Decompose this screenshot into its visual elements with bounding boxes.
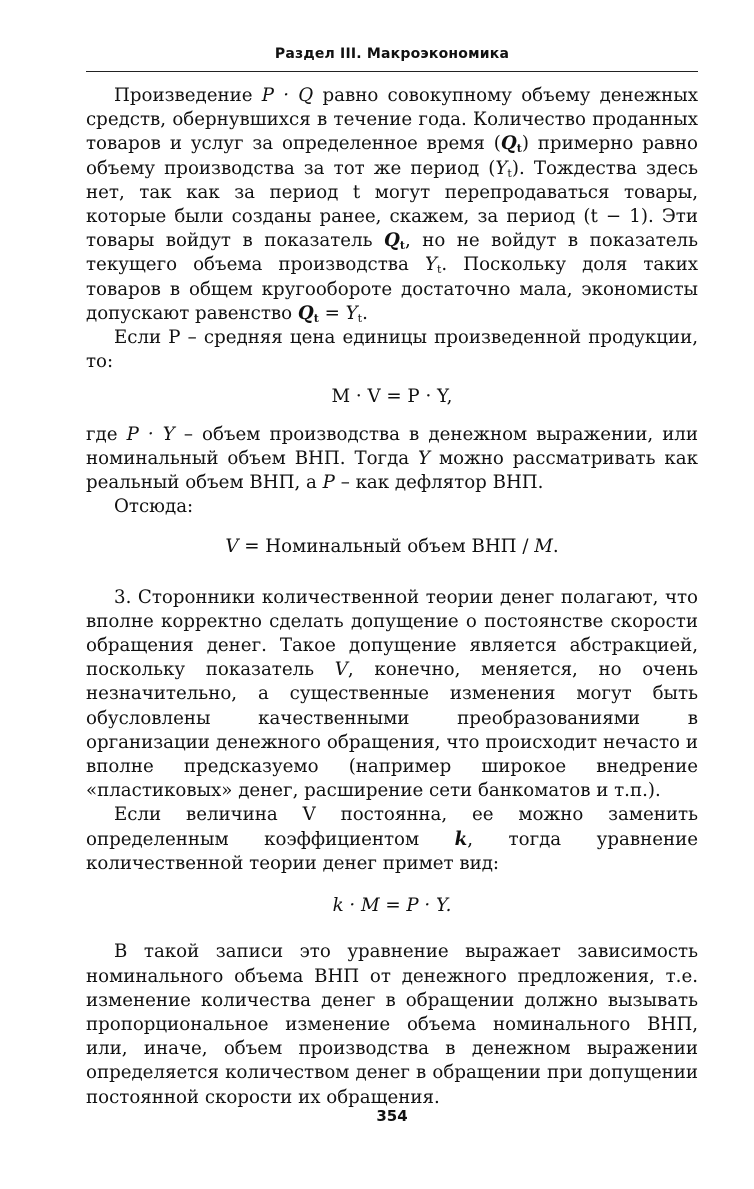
paragraph-py-explanation: где P · Y – объем производства в денежном выражении, или номинальный объем ВНП. Тогда Y можно рассматривать как реальный объем ВНП, а P – как дефлятор ВНП. — [86, 423, 698, 494]
paragraph-pq-explanation: Произведение P · Q равно совокупному объему денежных средств, обернувшихся в течение года. Количество проданных товаров и услуг за определенное время $(Q_t)$ примерно равно объему производства за тот же период $(Y_t)$. Тождества здесь нет, так как за период t могут перепродаваться товары, которые были созданы ранее, скажем, за период (t − 1). Эти товары войдут в показатель $Q_t$, но не войдут в показатель текущего объема производства $Y_t$. Поскольку доля таких товаров в общем кругообороте достаточно мала, экономисты допускают равенство $Q_t = Y_t$. — [86, 85, 699, 325]
formula-pq: P · Q — [261, 85, 314, 106]
paragraph-quantity-theory: 3. Сторонники количественной теории денег полагают, что вполне корректно сделать допущение о постоянстве скорости обращения денег. Такое допущение является абстракцией, поскольку показатель V, конечно, меняется, но очень незначительно, а существенные изменения могут быть обусловлены качественными преобразованиями в организации денежного обращения, что происходит нечасто и вполне предсказуемо (например широкое внедрение «пластиковых» денег, расширение сети банкоматов и т.п.). — [86, 586, 698, 802]
formula-velocity: V = Номинальный объем ВНП / M. — [225, 536, 559, 558]
header-rule — [86, 71, 698, 72]
running-head: Раздел III. Макроэкономика — [274, 46, 510, 62]
var-y: Y — [495, 157, 508, 179]
page-body — [86, 84, 698, 1110]
page-number: 354 — [376, 1107, 408, 1125]
formula-km-py: k · M = P · Y. — [332, 895, 452, 917]
paragraph-constant-v: Если величина V постоянна, ее можно заменить определенным коэффициентом k, тогда уравнение количественной теории денег примет вид: — [86, 804, 698, 874]
paragraph-conclusion: В такой записи это уравнение выражает зависимость номинального объема ВНП от денежного предложения, т.е. изменение количества денег в обращении должно вызывать пропорциональное изменение объема номинального ВНП, или, иначе, объем производства в денежном выражении определяется количеством денег в обращении при допущении постоянной скорости их обращения. — [86, 941, 698, 1108]
var-q: Q — [500, 133, 517, 155]
paragraph-price-definition: Если P – средняя цена единицы произведенной продукции, то: — [86, 327, 698, 373]
paragraph-hence: Отсюда: — [114, 496, 194, 518]
equality-qt-yt: $Q_t = Y_t$ — [297, 302, 363, 325]
formula-mv-py: M · V = P · Y, — [331, 386, 453, 408]
